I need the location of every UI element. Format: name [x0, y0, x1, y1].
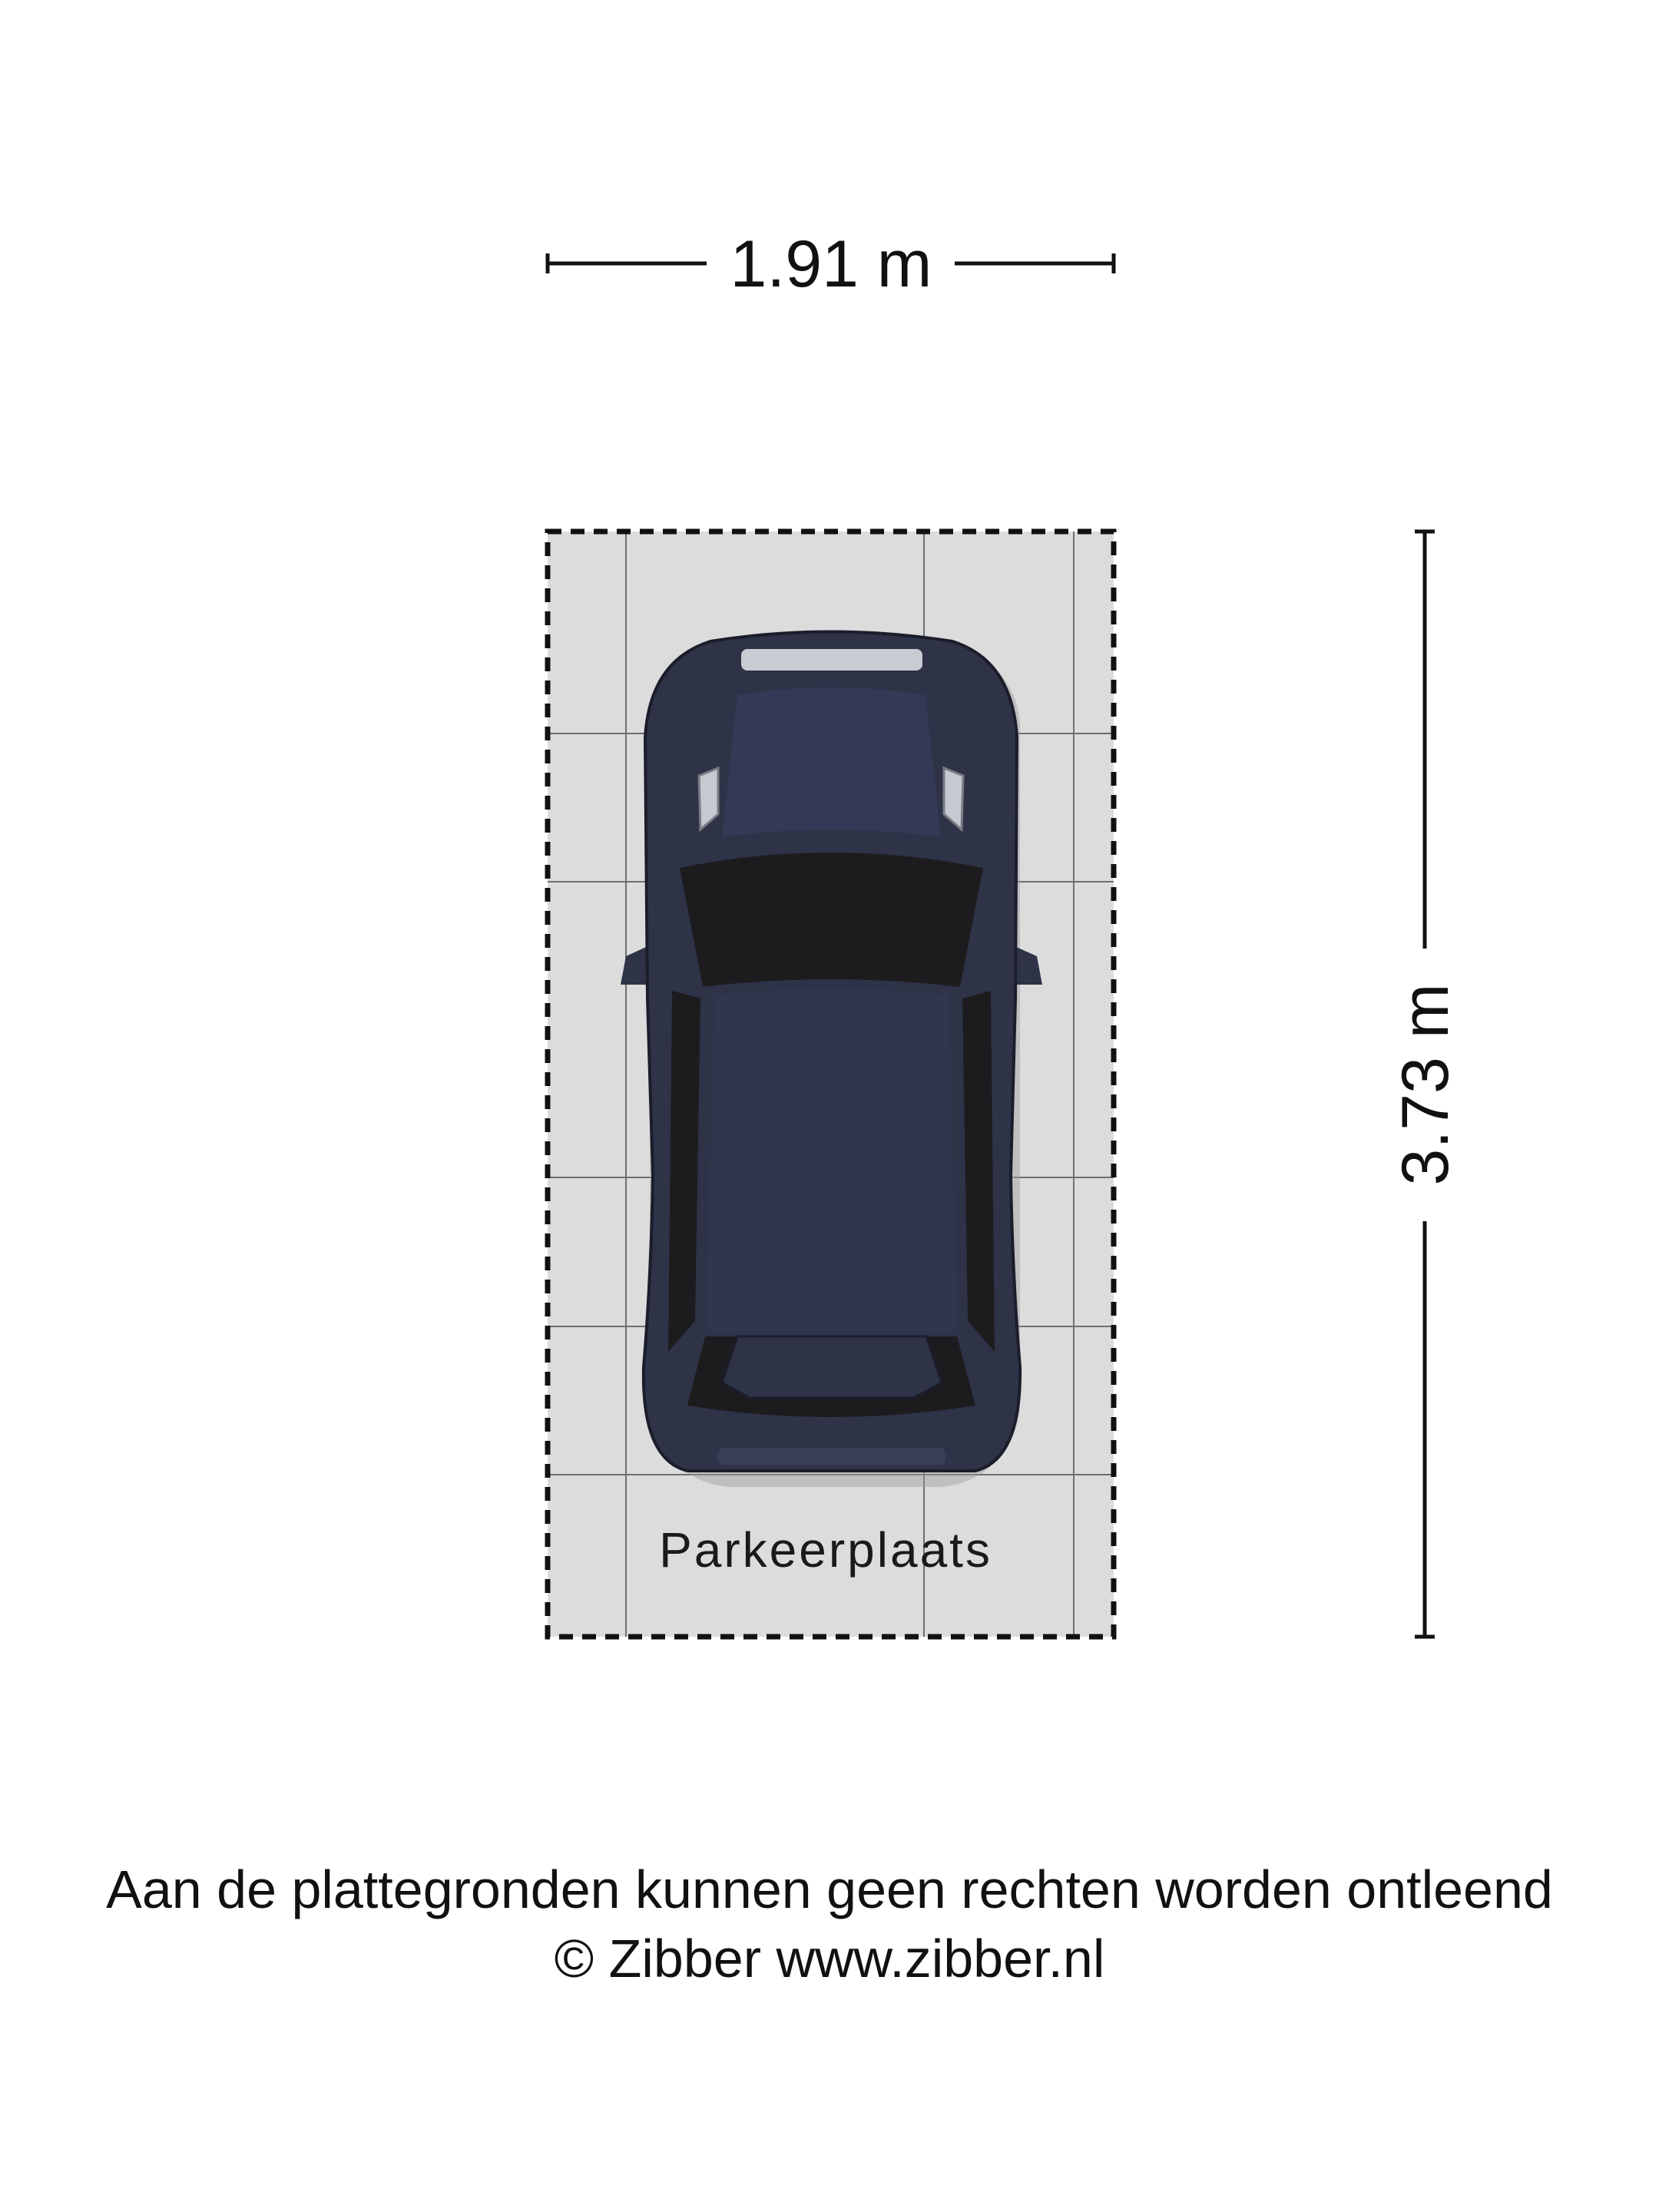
car-windshield [680, 853, 983, 987]
car-roof [707, 989, 957, 1333]
height-dimension-label: 3.73 m [1389, 983, 1462, 1186]
copyright-text: © Zibber www.zibber.nl [554, 1929, 1105, 1988]
room-label: Parkeerplaats [659, 1522, 992, 1578]
disclaimer-text: Aan de plattegronden kunnen geen rechten worden ontleend [106, 1859, 1553, 1919]
width-dimension-label: 1.91 m [730, 227, 932, 301]
car-trunk [722, 1336, 942, 1398]
width-dimension [548, 227, 1114, 301]
car-rear-bumper [718, 1448, 945, 1465]
car-hood [722, 687, 941, 837]
car-grille [741, 649, 922, 671]
height-dimension [1389, 531, 1462, 1637]
car-icon [621, 632, 1042, 1488]
parking-room [548, 531, 1114, 1637]
